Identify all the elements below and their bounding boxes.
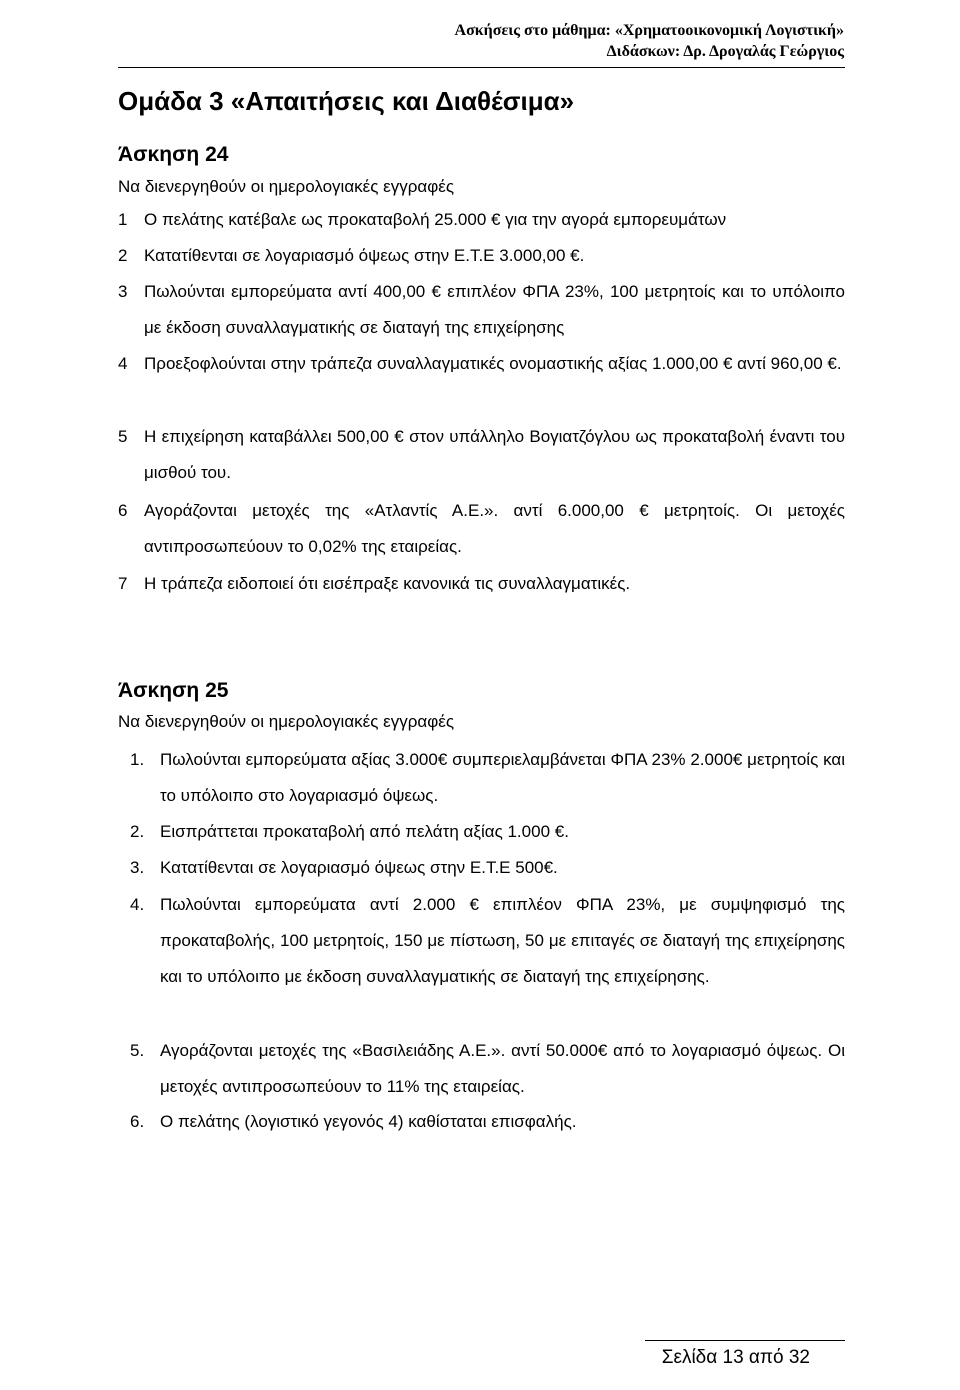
item-number: 5: [118, 427, 128, 446]
exercise-25-item: [118, 887, 845, 995]
exercise-24-item: [118, 202, 845, 238]
exercise-24-item: [118, 346, 845, 382]
item-text: Η τράπεζα ειδοποιεί ότι εισέπραξε κανονικά τις συναλλαγματικές.: [144, 574, 631, 593]
exercise-24-title: Άσκηση 24: [118, 143, 229, 166]
exercise-25-item: [118, 1104, 845, 1140]
item-text: Πωλούνται εμπορεύματα αντί 400,00 € επιπλέον ΦΠΑ 23%, 100 μετρητοίς και το υπόλοιπο με έκδοση συναλλαγματικής σε διαταγή της επιχείρησης: [144, 282, 845, 337]
exercise-25-item: [118, 850, 845, 886]
header-course-label: Ασκήσεις στο μάθημα:: [454, 22, 611, 39]
exercise-24-item: [118, 274, 845, 346]
item-number: 2.: [130, 822, 145, 841]
page-header: [455, 20, 844, 62]
header-course-line: [455, 20, 844, 41]
item-number: 2: [118, 246, 128, 265]
exercise-25-item: [118, 742, 845, 814]
item-number: 3.: [130, 858, 145, 877]
exercise-25-title: Άσκηση 25: [118, 679, 229, 702]
item-text: Κατατίθενται σε λογαριασμό όψεως στην Ε.Τ.Ε 3.000,00 €.: [144, 246, 585, 265]
exercise-25-item: [118, 814, 845, 850]
header-instructor-label: Διδάσκων:: [606, 43, 681, 60]
page-number: Σελίδα 13 από 32: [661, 1347, 810, 1368]
item-text: Αγοράζονται μετοχές της «Ατλαντίς Α.Ε.». αντί 6.000,00 € μετρητοίς. Οι μετοχές αντιπροσωπεύουν το 0,02% της εταιρείας.: [144, 501, 845, 556]
exercise-24-item: [118, 566, 845, 602]
item-number: 1: [118, 210, 128, 229]
exercise-24-item: [118, 419, 845, 491]
header-course-value: «Χρηματοοικονομική Λογιστική»: [610, 22, 844, 39]
item-text: Αγοράζονται μετοχές της «Βασιλειάδης Α.Ε.». αντί 50.000€ από το λογαριασμό όψεως. Οι μετοχές αντιπροσωπεύουν το 11% της εταιρείας.: [160, 1041, 845, 1096]
exercise-25-item: [118, 1033, 845, 1105]
item-number: 3: [118, 282, 128, 301]
footer-divider: [645, 1340, 845, 1341]
item-number: 7: [118, 574, 128, 593]
item-text: Προεξοφλούνται στην τράπεζα συναλλαγματικές ονομαστικής αξίας 1.000,00 € αντί 960,00 €.: [144, 354, 842, 373]
header-divider: [118, 67, 845, 68]
item-number: 6.: [130, 1112, 145, 1131]
item-number: 5.: [130, 1041, 145, 1060]
item-text: Η επιχείρηση καταβάλλει 500,00 € στον υπάλληλο Βογιατζόγλου ως προκαταβολή έναντι του μισθού του.: [144, 427, 845, 482]
exercise-24-item: [118, 493, 845, 565]
exercise-24-item: [118, 238, 845, 274]
item-number: 4.: [130, 895, 145, 914]
header-instructor-value: Δρ. Δρογαλάς Γεώργιος: [680, 43, 844, 60]
exercise-25-instruction: Να διενεργηθούν οι ημερολογιακές εγγραφές: [118, 712, 455, 731]
header-instructor-line: [455, 41, 844, 62]
item-number: 1.: [130, 750, 145, 769]
item-text: Πωλούνται εμπορεύματα αντί 2.000 € επιπλέον ΦΠΑ 23%, με συμψηφισμό της προκαταβολής, 100 μετρητοίς, 150 με πίστωση, 50 με επιταγές σε διαταγή της επιχείρησης και το υπόλοιπο με έκδοση συναλλαγματικής σε διαταγή της επιχείρησης.: [160, 895, 845, 986]
group-title: Ομάδα 3 «Απαιτήσεις και Διαθέσιμα»: [118, 86, 575, 116]
item-text: Ο πελάτης κατέβαλε ως προκαταβολή 25.000 € για την αγορά εμπορευμάτων: [144, 210, 727, 229]
item-text: Κατατίθενται σε λογαριασμό όψεως στην Ε.Τ.Ε 500€.: [160, 858, 558, 877]
item-number: 6: [118, 501, 128, 520]
exercise-24-instruction: Να διενεργηθούν οι ημερολογιακές εγγραφές: [118, 177, 455, 196]
item-text: Εισπράττεται προκαταβολή από πελάτη αξίας 1.000 €.: [160, 822, 569, 841]
item-text: Ο πελάτης (λογιστικό γεγονός 4) καθίσταται επισφαλής.: [160, 1112, 577, 1131]
item-number: 4: [118, 354, 128, 373]
item-text: Πωλούνται εμπορεύματα αξίας 3.000€ συμπεριελαμβάνεται ΦΠΑ 23% 2.000€ μετρητοίς και το υπόλοιπο στο λογαριασμό όψεως.: [160, 750, 845, 805]
